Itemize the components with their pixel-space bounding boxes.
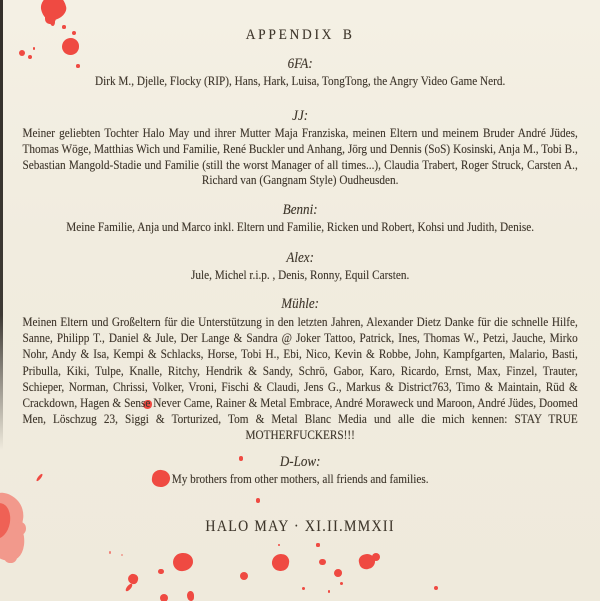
footer-credit: HALO MAY · XI.II.MMXII (205, 518, 395, 535)
section-heading: JJ: (292, 108, 309, 124)
section-dlow (23, 454, 578, 488)
section-jj (23, 108, 578, 189)
section-heading: Benni: (282, 202, 318, 218)
section-benni (23, 202, 578, 236)
section-muehle (23, 296, 578, 444)
section-body: My brothers from other mothers, all friends and families. (171, 472, 429, 486)
section-alex (23, 250, 578, 284)
section-heading: Mühle: (281, 296, 319, 312)
section-6fa (23, 56, 578, 90)
section-heading: D-Low: (279, 454, 321, 470)
page-title: APPENDIX B (245, 27, 355, 43)
section-heading: Alex: (286, 250, 314, 266)
section-body: Meinen Eltern und Großeltern für die Unterstützung in den letzten Jahren, Alexander Dietz Danke für die schnelle Hilfe, Sanne, Philipp T., Daniel & Jule, Der Lange & Sandra @ Joker Tattoo, Patrick, Ines, Thomas W., Petzi, Jauche, Mirko Nohr, Andy & Isa, Kempi & Schlacks, Horse, Tobi H., Ebi, Nico, Kevin & Robbe, John, Kampfgarten, Malario, Basti, Pribulla, Kiki, Tulpe, Knalle, Ritchy, Hendrik & Sandy, Schrö, Gabor, Karo, Ricardo, Ernst, Max, Finzel, Trauter, Schieper, Norman, Chrissi, Volker, Vroni, Fischi & Claudi, Jens G., Markus & District763, Timo & Maintain, Rüd & Crackdown, Hagen & Sense Never Came, Rainer & Metal Embrace, André Moraweck und Maroon, André Jüdes, Doomed Men, Löschzug 23, Siggi & Torturized, Tom & Metal Blanc Media und alle die mich kennen: STAY TRUE MOTHERFUCKERS!!! (22, 315, 578, 443)
section-body: Meine Familie, Anja und Marco inkl. Eltern und Familie, Ricken und Robert, Kohsi und Judith, Denise. (66, 220, 535, 234)
section-body: Dirk M., Djelle, Flocky (RIP), Hans, Hark, Luisa, TongTong, the Angry Video Game Nerd. (94, 74, 506, 88)
section-heading: 6FA: (287, 56, 313, 72)
section-body: Meiner geliebten Tochter Halo May und ihrer Mutter Maja Franziska, meinen Eltern und meinem Bruder André Jüdes, Thomas Wöge, Matthias Wich und Familie, René Buckler und Anhang, Jörg und Dennis (SoS) Kosinski, Anja M., Tobi B., Sebastian Mangold-Stadie und Familie (still the worst Manager of all times...), Claudia Trabert, Roger Struck, Carsten A., Richard van (Gangnam Style) Oudheusden. (22, 126, 578, 188)
section-body: Jule, Michel r.i.p. , Denis, Ronny, Equil Carsten. (190, 268, 410, 282)
